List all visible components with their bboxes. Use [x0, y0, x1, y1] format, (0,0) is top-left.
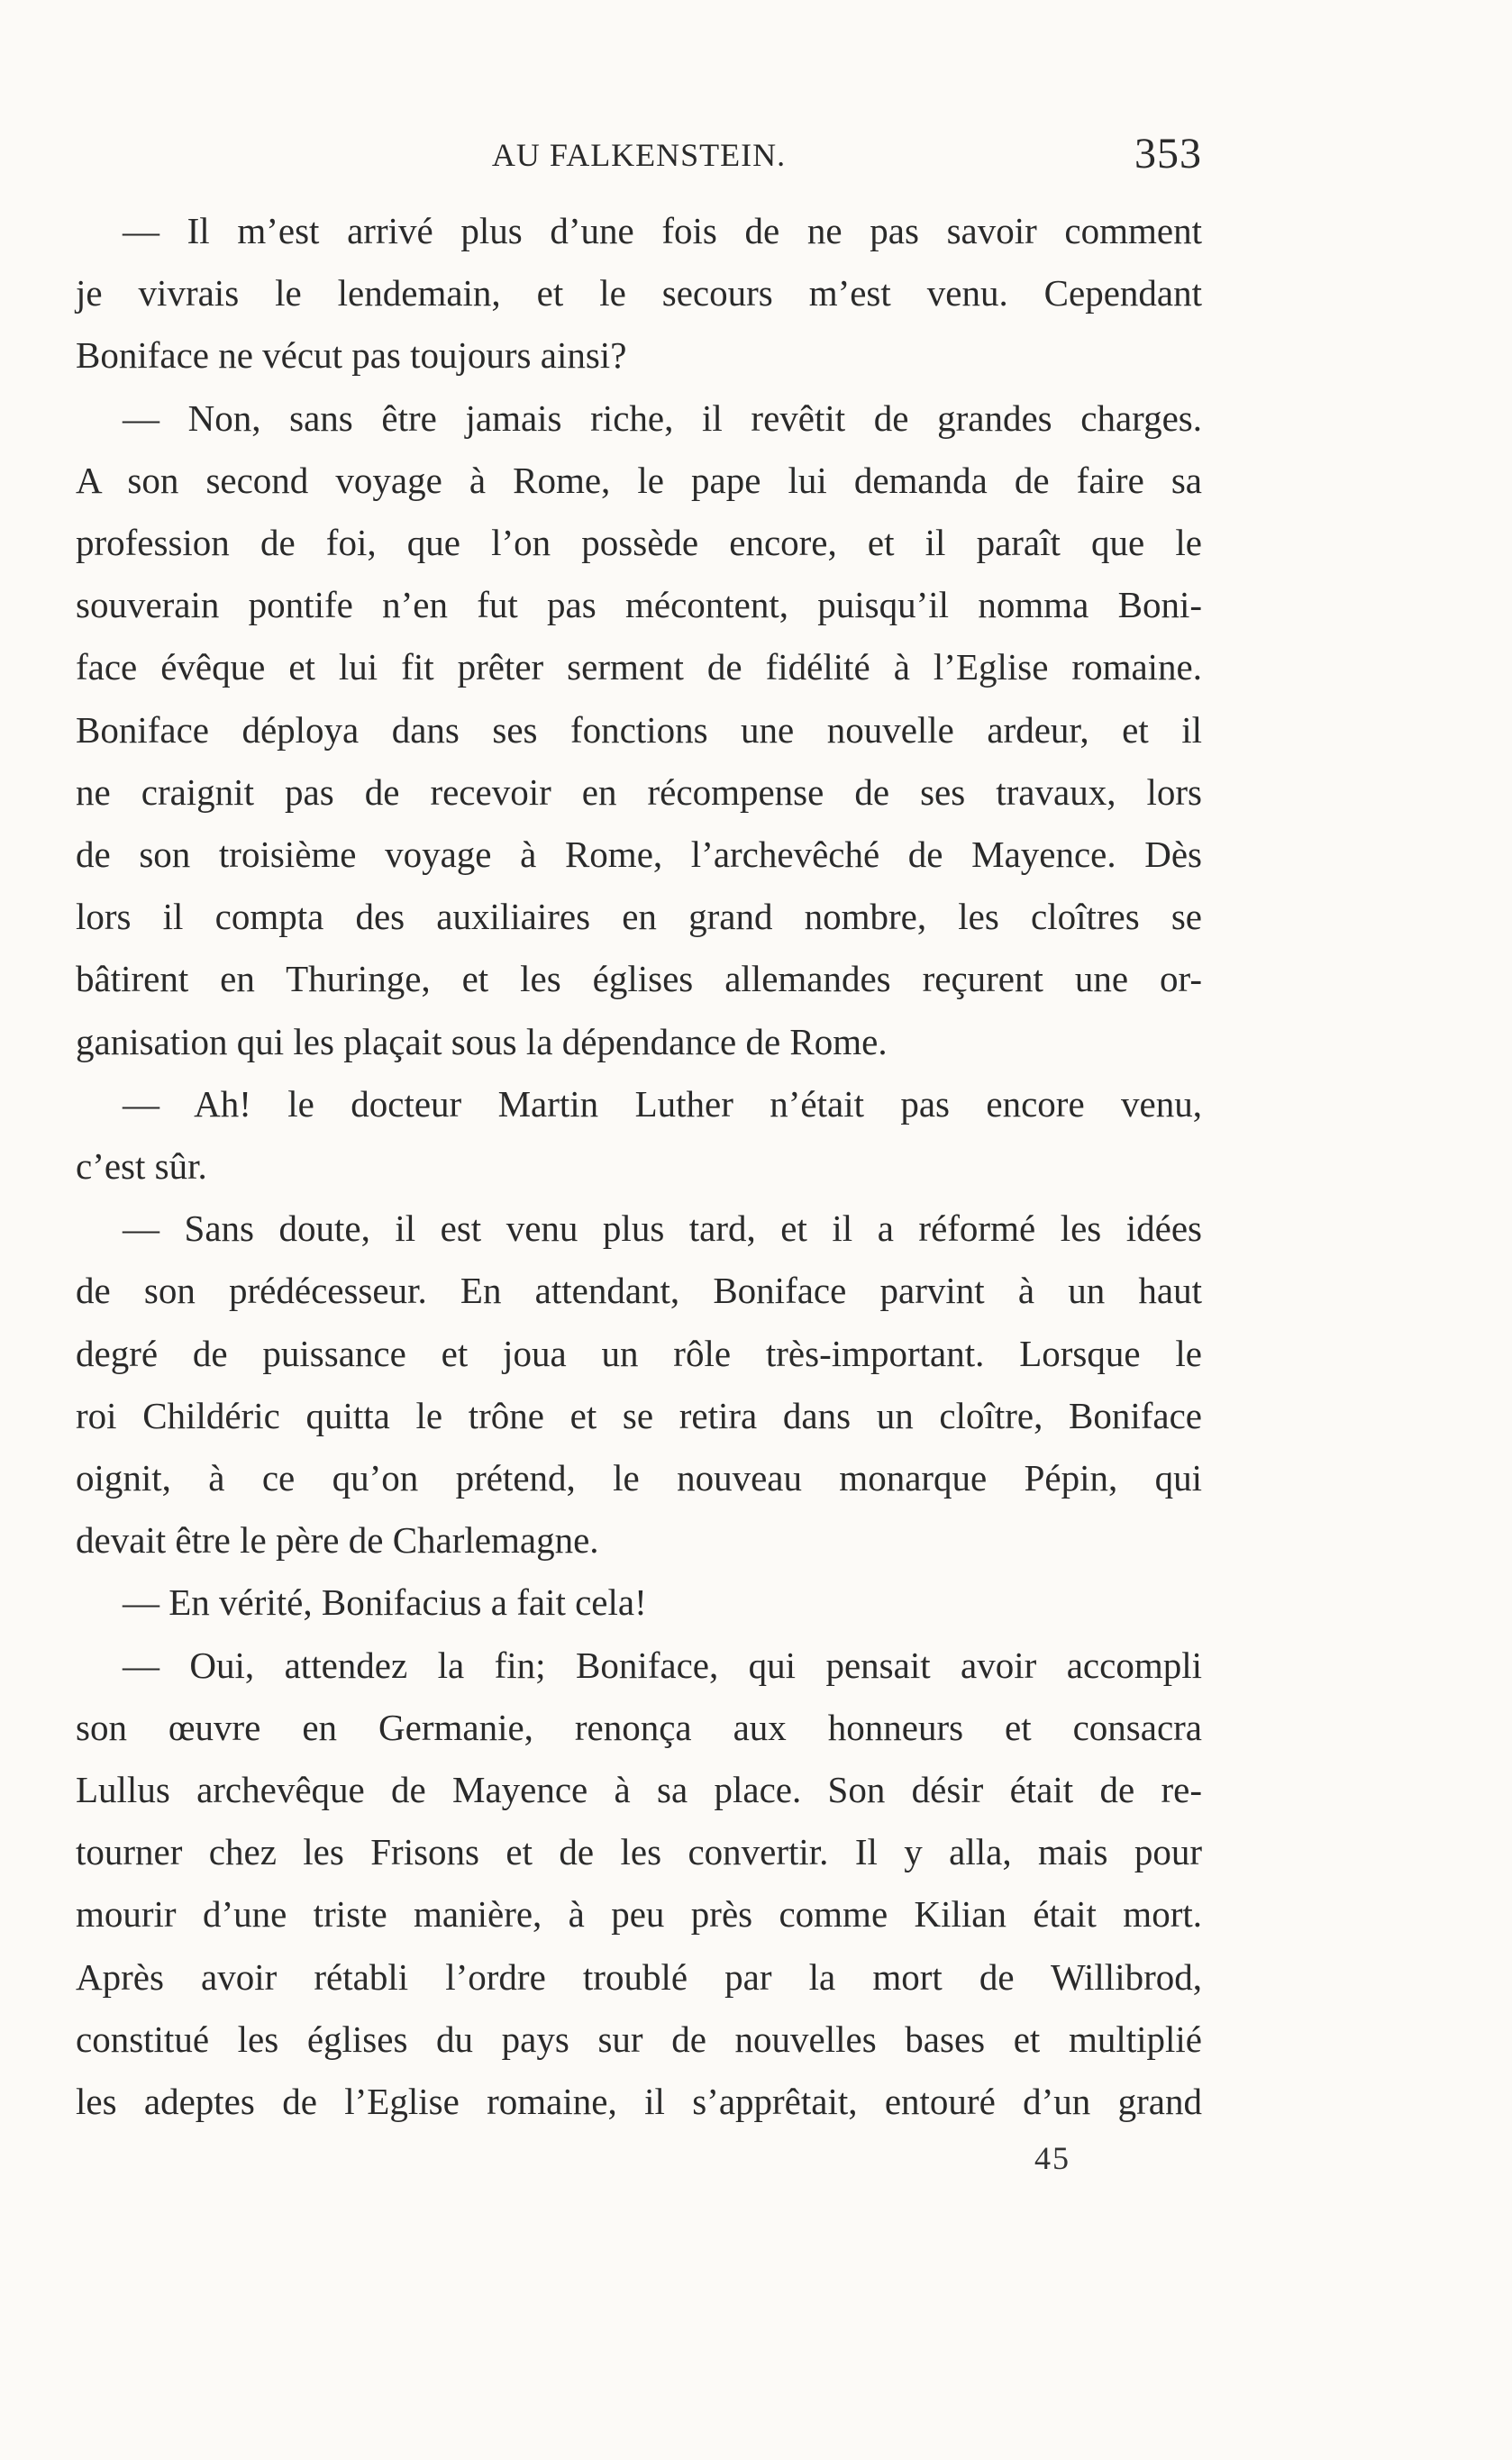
- signature-mark: 45: [1034, 2140, 1070, 2176]
- text-line: constitué les églises du pays sur de nouvelles bases et multiplié: [76, 2018, 1202, 2060]
- text-line: les adeptes de l’Eglise romaine, il s’apprêtait, entouré d’un grand: [76, 2081, 1202, 2123]
- text-line: c’est sûr.: [76, 1145, 207, 1188]
- text-line: ne craignit pas de recevoir en récompense de ses travaux, lors: [76, 770, 1202, 813]
- text-line: Lullus archevêque de Mayence à sa place. Son désir était de re-: [76, 1769, 1202, 1811]
- text-line: A son second voyage à Rome, le pape lui demanda de faire sa: [76, 459, 1202, 501]
- text-line: devait être le père de Charlemagne.: [76, 1519, 599, 1562]
- text-line: de son prédécesseur. En attendant, Boniface parvint à un haut: [76, 1270, 1202, 1312]
- text-line: — Sans doute, il est venu plus tard, et il a réformé les idées: [123, 1207, 1202, 1250]
- text-line: — Ah! le docteur Martin Luther n’était pas encore venu,: [123, 1082, 1202, 1125]
- text-line: — Non, sans être jamais riche, il revêtit de grandes charges.: [123, 396, 1202, 439]
- text-line: profession de foi, que l’on possède encore, et il paraît que le: [76, 522, 1202, 564]
- page-number: 353: [1134, 130, 1202, 178]
- text-line: — Il m’est arrivé plus d’une fois de ne pas savoir comment: [123, 210, 1202, 251]
- text-line: Boniface ne vécut pas toujours ainsi?: [76, 334, 627, 377]
- text-line: degré de puissance et joua un rôle très-important. Lorsque le: [76, 1332, 1202, 1374]
- text-line: oignit, à ce qu’on prétend, le nouveau monarque Pépin, qui: [76, 1457, 1202, 1499]
- text-line: tourner chez les Frisons et de les convertir. Il y alla, mais pour: [76, 1831, 1202, 1873]
- text-line: souverain pontife n’en fut pas mécontent, puisqu’il nomma Boni-: [76, 584, 1202, 626]
- text-line: Boniface déploya dans ses fonctions une nouvelle ardeur, et il: [76, 708, 1202, 751]
- body-text: [76, 200, 1202, 2133]
- running-title: AU FALKENSTEIN.: [491, 137, 787, 173]
- text-line: — En vérité, Bonifacius a fait cela!: [123, 1581, 647, 1624]
- text-line: ganisation qui les plaçait sous la dépendance de Rome.: [76, 1020, 888, 1062]
- text-line: je vivrais le lendemain, et le secours m’est venu. Cependant: [76, 272, 1202, 314]
- text-line: — Oui, attendez la fin; Boniface, qui pensait avoir accompli: [123, 1644, 1202, 1686]
- text-line: son œuvre en Germanie, renonça aux honneurs et consacra: [76, 1706, 1202, 1748]
- text-line: bâtirent en Thuringe, et les églises allemandes reçurent une or-: [76, 958, 1202, 1000]
- text-line: face évêque et lui fit prêter serment de fidélité à l’Eglise romaine.: [76, 646, 1202, 688]
- text-line: roi Childéric quitta le trône et se retira dans un cloître, Boniface: [76, 1394, 1202, 1436]
- running-header: [76, 129, 1202, 183]
- text-line: mourir d’une triste manière, à peu près comme Kilian était mort.: [76, 1893, 1202, 1936]
- text-line: Après avoir rétabli l’ordre troublé par la mort de Willibrod,: [76, 1955, 1202, 1998]
- text-line: lors il compta des auxiliaires en grand nombre, les cloîtres se: [76, 896, 1202, 938]
- text-line: de son troisième voyage à Rome, l’archevêché de Mayence. Dès: [76, 834, 1202, 876]
